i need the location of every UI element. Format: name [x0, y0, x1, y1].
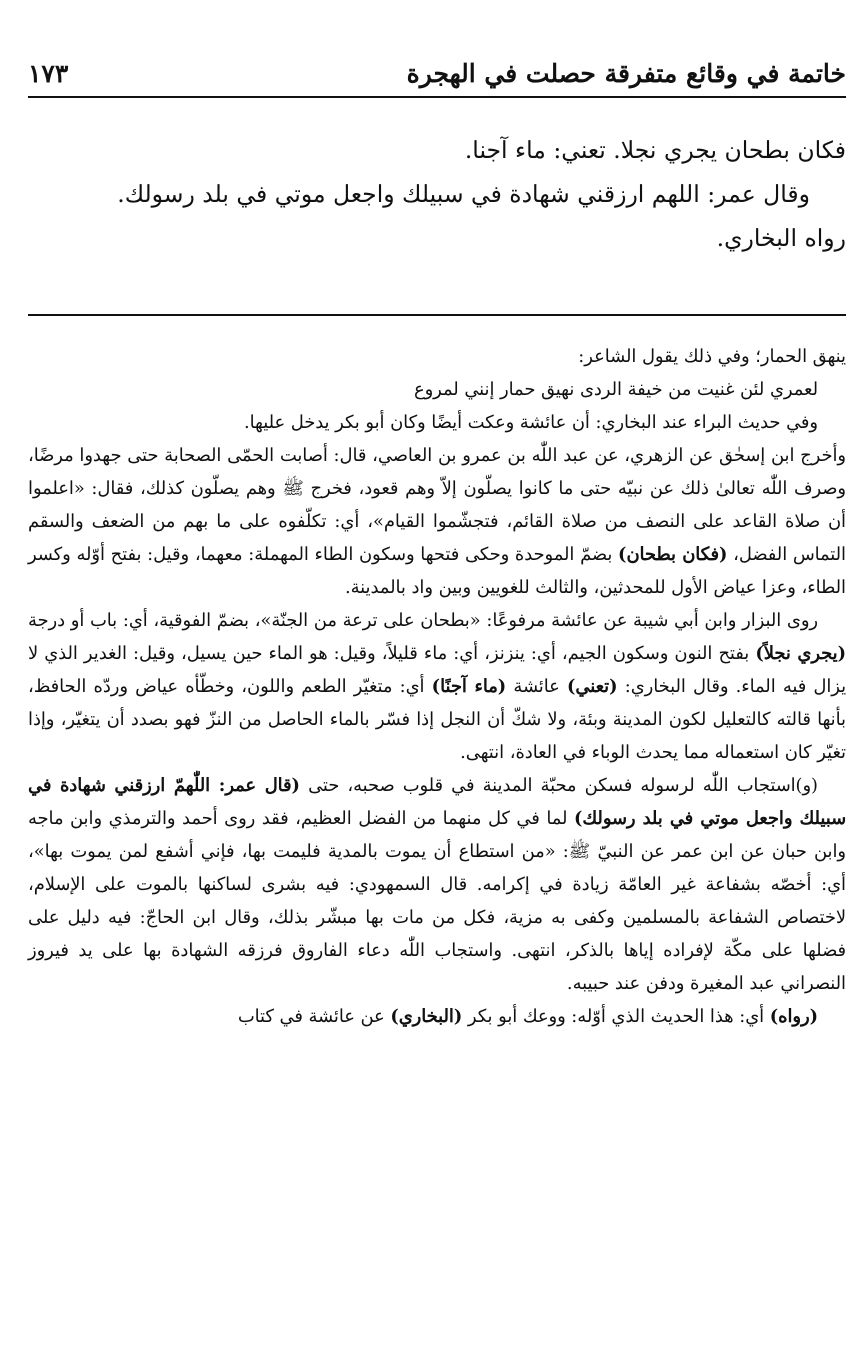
page-header — [28, 50, 846, 98]
bold-quote: (فكان بطحان) — [618, 544, 728, 565]
note-text: (و)استجاب اللّٰه لرسوله فسكن محبّة المدينة في قلوب صحبه، حتى — [308, 775, 818, 796]
note-text: عائشة — [513, 676, 560, 697]
main-line-1: فكان بطحان يجري نجلا. تعني: ماء آجنا. — [464, 136, 846, 164]
poetry-verse — [28, 373, 846, 406]
separator-rule — [28, 314, 846, 316]
note-text: بفتح النون وسكون الجيم، أي: ينزنز، أي: ماء قليلاً، وقيل: هو الماء حين يسيل، وقيل: الغدير الذي لا يزال فيه الماء. وقال البخاري: — [28, 643, 847, 697]
verse-text: لعمري لئن غنيت من خيفة الردى نهيق حمار إنني لمروع — [413, 379, 818, 400]
running-title: خاتمة في وقائع متفرقة حصلت في الهجرة — [406, 58, 846, 88]
note-text: أي: هذا الحديث الذي أوّله: ووعك أبو بكر — [467, 1006, 765, 1027]
note-paragraph-1: ينهق الحمار؛ وفي ذلك يقول الشاعر: — [578, 346, 846, 367]
note-paragraph-6 — [28, 1000, 846, 1033]
note-text: وأخرج ابن إسحٰق عن الزهري، عن عبد اللّٰه بن عمرو بن العاصي، قال: أصابت الحمّى الصحابة حتى جهدوا مرضًا، وصرف اللّٰه تعالىٰ ذلك عن نبيّه حتى ما كانوا يصلّون إلاّ وهم قعود، فخرج ﷺ وهم يصلّون كذلك، فقال: «اعلموا أن صلاة القاعد على النصف من صلاة القائم، فتجشّموا القيام»، أي: تكلّفوه على ما بهم من الضعف والسقم التماس الفضل، — [28, 445, 846, 565]
note-text: أي: متغيّر الطعم واللون، وخطّأه عياض وردّه الحافظ، بأنها قالته كالتعليل لكون المدينة وبئة، ولا شكّ أن النجل إذا فسّر بالماء الحاصل من النزّ فهو بصدد أن يتغيّر، وإذا تغيّر كان استعماله مما يحدث الوباء في العادة، انتهى. — [28, 676, 846, 763]
note-text: لما في كل منهما من الفضل العظيم، فقد روى أحمد والترمذي وابن ماجه وابن حبان عن ابن عمر عن النبيّ ﷺ: «من استطاع أن يموت بالمدية فليمت بها، فإني أشفع لمن يموت بها»، أي: أخصّه بشفاعة غير العامّة زيادة في إكرامه. قال السمهودي: فيه بشرى لساكنها بالموت على الإسلام، لاختصاص الشفاعة بالمسلمين وكفى به مزية، فكل من مات بها مبشّر بذلك، وقال ابن الحاجّ: فيه دليل على فضلها على مكّة لإفراده إياها بالذكر، انتهى. واستجاب اللّٰه دعاء الفاروق فرزقه الشهادة بها على يد فيروز النصراني عبد المغيرة ودفن عند حبيبه. — [28, 808, 846, 994]
main-line-2: وقال عمر: اللهم ارزقني شهادة في سبيلك واجعل موتي في بلد رسولك. — [117, 180, 810, 208]
bold-quote: (البخاري) — [390, 1006, 463, 1027]
main-text — [28, 128, 846, 260]
note-paragraph-2: وفي حديث البراء عند البخاري: أن عائشة وعكت أيضًا وكان أبو بكر يدخل عليها. — [243, 412, 818, 433]
bold-quote: (تعني) — [566, 676, 618, 697]
note-text: عن عائشة في كتاب — [237, 1006, 385, 1027]
bold-quote: (قال عمر: اللّٰهمّ ارزقني شهادة في سبيلك واجعل موتي في بلد رسولك) — [28, 775, 846, 829]
note-text: بضمّ الموحدة وحكى فتحها وسكون الطاء المهملة: معهما، وقيل: بفتح أوّله وكسر الطاء، وعزا عياض الأول للمحدثين، والثالث للغويين وبين واد بالمدينة. — [28, 544, 846, 598]
page-number: ١٧٣ — [28, 58, 69, 88]
main-line-3: رواه البخاري. — [716, 224, 846, 252]
note-text: روى البزار وابن أبي شيبة عن عائشة مرفوعًا: «بطحان على ترعة من الجنّة»، بضمّ الفوقية، أي: باب أو درجة — [28, 610, 818, 631]
commentary — [28, 340, 846, 1033]
note-paragraph-3 — [28, 439, 846, 604]
bold-quote: (يجري نجلاً) — [755, 643, 846, 664]
bold-quote: (ماء آجنًا) — [431, 676, 507, 697]
note-paragraph-5 — [28, 769, 846, 1000]
bold-quote: (رواه) — [769, 1006, 818, 1027]
note-paragraph-4 — [28, 604, 846, 769]
